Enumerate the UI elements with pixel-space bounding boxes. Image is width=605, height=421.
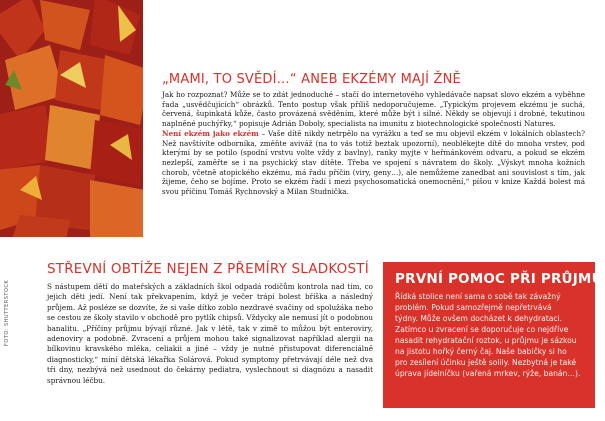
article-eczema-paragraph-2-text: – Vaše dítě nikdy netrpělo na vyrážku a teď se mu objevil ekzém v lokálních oblastech? Než navštívíte odborníka, změňte aviváž (na to vás totiž beztak upozorní), neoblékejte dítě do mnoha vrstev, pod kterými by se potilo (spodní vrstvu volte vždy z bavlny), ranky myjte v heřmánkovém odvaru, a pokud se ekzém nezlepší, zaměřte se i na psychický stav dítěte. Třeba ve spojení s návratem do školy. „Výskyt mnoha kožních chorob, včetně atopického ekzému, má řadu příčin (viry, geny…), ale nemůžeme zanedbat ani souvislost s tím, jak žijeme, čeho se bojíme. Proto se ekzém řadí i mezi psychosomatická onemocnění,“ píšou v knize Každá bolest má svou příčinu Tomáš Rychnovský a Milan Studnička.	[162, 128, 585, 197]
first-aid-line: Řídká stolice není sama o sobě tak závažný	[395, 292, 561, 301]
article-digestion-paragraph: S nástupem dětí do mateřských a základních škol odpadá rodičům kontrola nad tím, co jejich děti jedí. Není tak překvapením, když je večer trápí bolest bříška a následný průjem. Až posléze se dozvíte, že si vaše dítko zoblo nezdravé svačiny od spolužáka nebo se cestou ze školy stavilo v obchodě pro pytlík chipsů. Vždycky ale nemusí jít o podobnou banalitu. „Příčiny průjmu bývají různé. Jak v létě, tak v zimě to můžou být enteroviry, adenoviry a podobně. Zvracení a průjem mohou také signalizovat například alergii na bílkovinu kravského mléka, celiakii a jiné – vždy je nutné přistupovat diferenciálně diagnosticky,“ míní dětská lékařka Solárová. Pokud symptomy přetrvávají déle než dva tři dny, nezbývá než usednout do čekárny pediatra, vyslechnout si diagnózu a nasadit správnou léčbu.	[47, 282, 373, 385]
first-aid-title: PRVNÍ POMOC PŘI PRŮJMU	[395, 271, 603, 287]
article-digestion-title: STŘEVNÍ OBTÍŽE NEJEN Z PŘEMÍRY SLADKOSTÍ	[47, 261, 369, 277]
article-eczema-paragraph-2	[162, 129, 585, 197]
article-eczema-lead: Není ekzém jako ekzém	[162, 128, 259, 138]
first-aid-line: týdny. Může ovšem docházet k dehydrataci.	[395, 314, 563, 323]
article-digestion	[47, 262, 373, 386]
first-aid-line: Zatímco u zvracení se doporučuje co nejdříve	[395, 325, 569, 334]
first-aid-line: na jistotu hořký černý čaj. Naše babičky si ho	[395, 347, 567, 356]
first-aid-box	[383, 262, 603, 408]
first-aid-line: pro zesílení účinku ještě solily. Nezbytná je také	[395, 358, 577, 367]
article-eczema-title: „MAMI, TO SVĚDÍ…“ ANEB EKZÉMY MAJÍ ŽNĚ	[162, 72, 461, 87]
photo-credit: FOTO: SHUTTERSTOCK	[4, 279, 10, 346]
first-aid-text	[395, 291, 586, 379]
autumn-leaves-photo	[0, 0, 143, 237]
article-eczema-paragraph-1: Jak ho rozpoznat? Může se to zdát jednoduché – stačí do internetového vyhledávače napsat slovo ekzém a vyběhne řada „usvědčujících“ obrázků. Tento postup však příliš nedoporučujeme. „Typickým projevem ekzému je suchá, červená, šupinkatá kůže, často provázená svěděním, které může být i silné. Někdy se objevují i drobné, tekutinou naplněné puchýřky,“ popisuje Adrián Doboly, specialista na imunitu z biotechnologické společnosti Natures.	[162, 90, 585, 129]
first-aid-line: problém. Pokud samozřejmě nepřetrvává	[395, 303, 552, 312]
first-aid-line: úprava jídelníčku (vařená mrkev, rýže, banán…).	[395, 369, 581, 378]
article-eczema	[162, 73, 585, 197]
first-aid-line: nasadit rehydratační roztok, u průjmu je sázkou	[395, 336, 577, 345]
